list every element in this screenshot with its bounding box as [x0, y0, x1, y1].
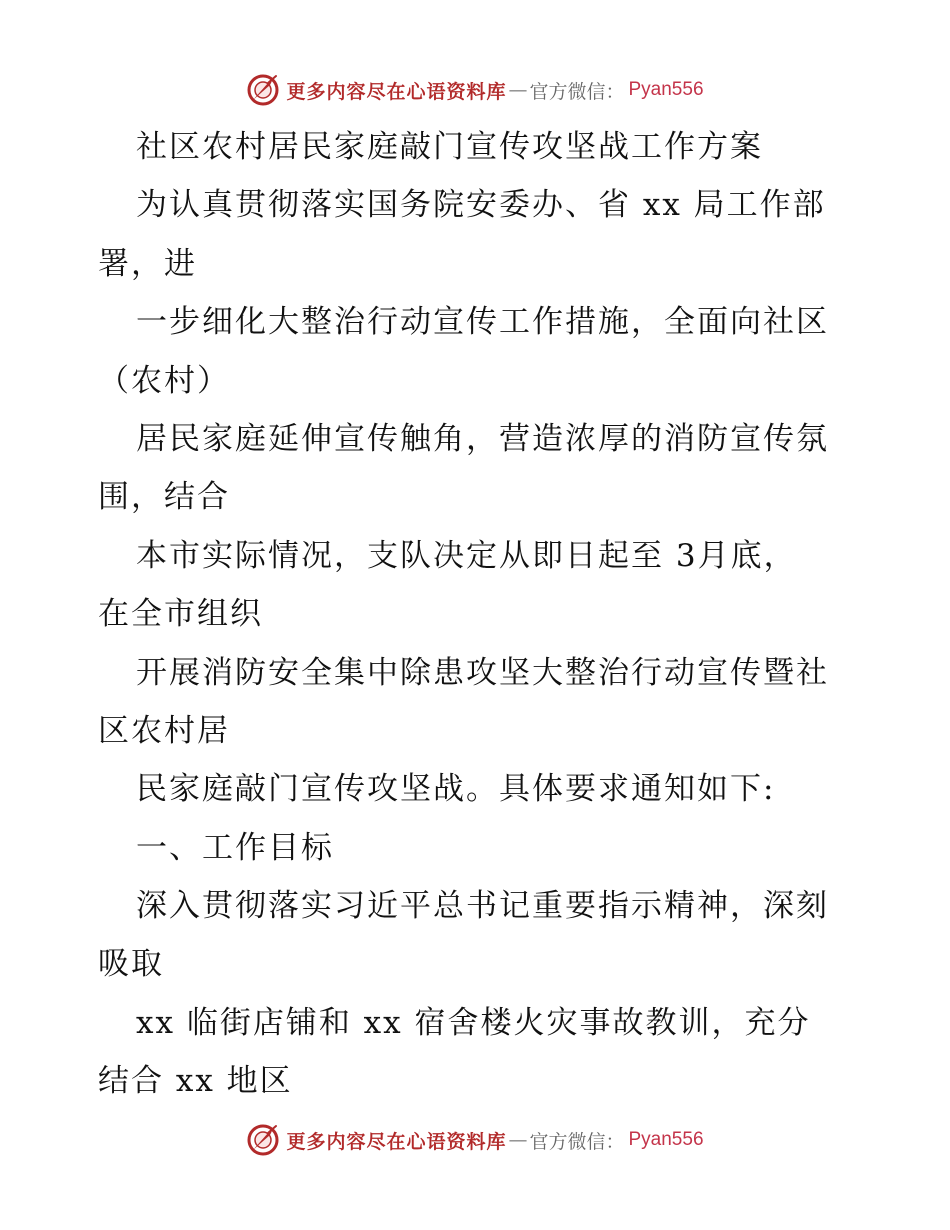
document-title: 社区农村居民家庭敲门宣传攻坚战工作方案	[136, 129, 763, 165]
banner-dash: —	[508, 79, 528, 101]
text-line: 居民家庭延伸宣传触角，营造浓厚的消防宣传氛	[136, 420, 829, 457]
banner-dash: —	[508, 1129, 528, 1151]
banner-wechat-label: 官方微信：	[529, 80, 625, 103]
quill-pen-logo-icon	[246, 73, 280, 107]
header-banner	[0, 70, 950, 110]
banner-wechat-handle: Pyan556	[628, 79, 704, 100]
text-line: 吸取	[98, 946, 164, 983]
text-line: 围，结合	[98, 479, 230, 516]
text-line: 区农村居	[98, 712, 230, 749]
banner-wechat-handle: Pyan556	[628, 1129, 704, 1150]
banner-main-text: 更多内容尽在心语资料库	[286, 1130, 507, 1153]
banner-wechat-label: 官方微信：	[529, 1130, 625, 1153]
text-line: 在全市组织	[98, 596, 263, 633]
quill-pen-logo-icon	[246, 1123, 280, 1157]
text-line: 本市实际情况，支队决定从即日起至 3月底，	[136, 537, 797, 574]
text-line: 为认真贯彻落实国务院安委办、省 xx 局工作部	[136, 187, 826, 224]
footer-banner	[0, 1120, 950, 1160]
footer-banner-text	[286, 1127, 703, 1154]
text-line: 署，进	[98, 245, 197, 282]
section-heading: 一、工作目标	[136, 829, 334, 866]
banner-main-text: 更多内容尽在心语资料库	[286, 80, 507, 103]
text-line: 一步细化大整治行动宣传工作措施，全面向社区	[136, 304, 829, 341]
text-line: 结合 xx 地区	[98, 1063, 293, 1100]
header-banner-text	[286, 77, 703, 104]
text-line: 民家庭敲门宣传攻坚战。具体要求通知如下:	[136, 771, 776, 808]
text-line: （农村）	[98, 362, 230, 399]
text-line: 深入贯彻落实习近平总书记重要指示精神，深刻	[136, 888, 829, 925]
text-line: 开展消防安全集中除患攻坚大整治行动宣传暨社	[136, 654, 829, 691]
document-body	[98, 118, 858, 1111]
text-line: xx 临街店铺和 xx 宿舍楼火灾事故教训，充分	[136, 1004, 811, 1041]
